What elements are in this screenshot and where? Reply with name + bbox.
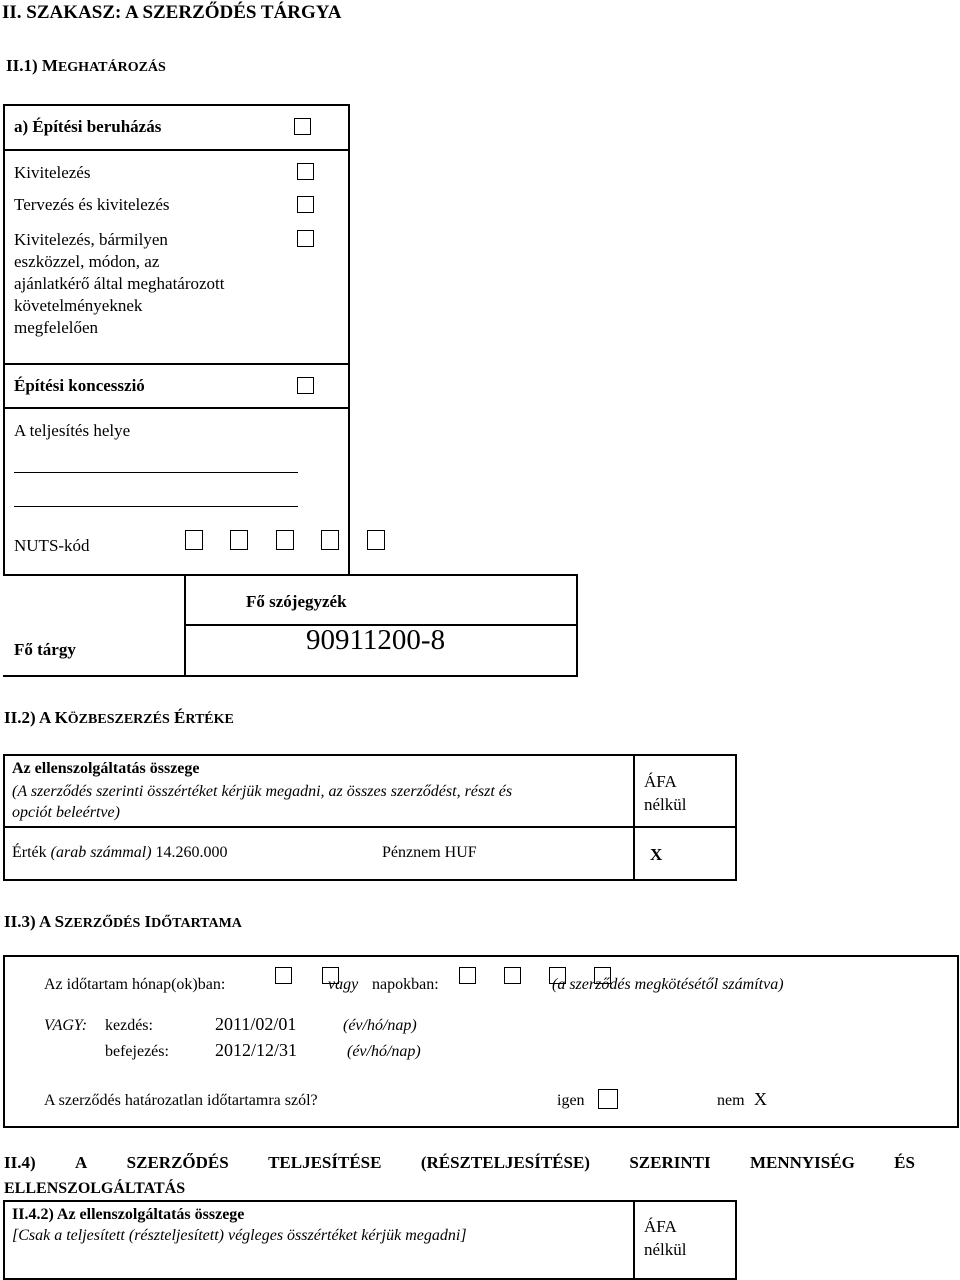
works-checkbox[interactable] — [294, 118, 311, 135]
s3-heading-part: DŐTARTAMA — [151, 916, 242, 931]
start-label: kezdés: — [105, 1017, 153, 1034]
vat-label — [644, 770, 687, 816]
section-title: II. SZAKASZ: A SZERZŐDÉS TÁRGYA — [2, 2, 342, 23]
divider — [3, 363, 350, 365]
note-line: opciót beleértve) — [12, 804, 120, 821]
vocab-header: Fő szójegyzék — [246, 592, 347, 611]
end-date: 2012/12/31 — [215, 1040, 298, 1060]
execution-checkbox[interactable] — [297, 163, 314, 180]
any-means-checkbox[interactable] — [297, 230, 314, 247]
total-note — [12, 781, 512, 823]
concession-label: Építési koncesszió — [14, 376, 145, 395]
main-subject-label: Fő tárgy — [14, 640, 76, 659]
value-row — [12, 844, 228, 862]
s3-heading-part: ZERZŐDÉS — [64, 916, 141, 931]
months-label: Az időtartam hónap(ok)ban: — [44, 976, 226, 993]
vat-line: ÁFA — [644, 772, 677, 791]
s1-heading-rest: EGHATÁROZÁS — [57, 60, 166, 75]
place-line-2[interactable] — [14, 506, 298, 507]
s2-heading-num: II.2) — [4, 708, 36, 727]
s4-word: SZERINTI — [629, 1153, 711, 1172]
works-label: a) Építési beruházás — [14, 117, 162, 136]
final-value-divider — [633, 1200, 635, 1280]
s4-word: A — [75, 1153, 88, 1172]
option-line: ajánlatkérő által meghatározott — [14, 274, 225, 293]
day-box[interactable] — [504, 967, 521, 984]
value-note: (arab számmal) — [50, 844, 152, 861]
currency-row — [382, 844, 477, 862]
s4-word: SZERZŐDÉS — [126, 1153, 229, 1172]
option-any-means — [14, 229, 274, 339]
s1-heading — [6, 56, 166, 76]
no-label: nem — [717, 1092, 745, 1109]
vat-line: nélkül — [644, 795, 687, 814]
days-label: napokban: — [372, 976, 439, 993]
total-label: Az ellenszolgáltatás összege — [12, 760, 200, 777]
value-amount: 14.260.000 — [155, 844, 228, 861]
s2-heading-part: A — [38, 708, 51, 727]
s4-word: MENNYISÉG — [749, 1153, 855, 1172]
vat-mark: X — [650, 845, 663, 864]
s4-word: (RÉSZTELJESÍTÉSE) — [420, 1153, 590, 1172]
yes-label: igen — [557, 1092, 585, 1109]
option-execution: Kivitelezés — [14, 163, 91, 182]
s2-heading-part: K — [54, 708, 68, 727]
s3-heading-num: II.3) — [4, 912, 36, 931]
final-vat-label — [644, 1215, 687, 1261]
end-date-format: (év/hó/nap) — [347, 1043, 421, 1060]
value-divider — [633, 754, 635, 881]
nuts-box[interactable] — [230, 530, 248, 550]
s4-heading-line2: ELLENSZOLGÁLTATÁS — [4, 1180, 186, 1197]
cpv-code: 90911200-8 — [306, 624, 446, 656]
or-caps: VAGY: — [44, 1017, 88, 1034]
currency-label: Pénznem — [382, 844, 441, 861]
no-mark: X — [754, 1089, 767, 1109]
option-line: megfelelően — [14, 318, 99, 337]
s4-word: II.4) — [4, 1153, 36, 1172]
s3-heading-part: S — [54, 912, 65, 931]
nuts-box[interactable] — [321, 530, 339, 550]
final-value-note: [Csak a teljesített (részteljesített) végleges összértéket kérjük megadni] — [12, 1227, 467, 1244]
s1-heading-num: II.1) — [6, 56, 38, 75]
option-line: követelményeknek — [14, 296, 143, 315]
s1-heading-first: M — [41, 56, 58, 75]
note-line: (A szerződés szerinti összértéket kérjük megadni, az összes szerződést, részt és — [12, 783, 513, 800]
s3-heading-part: A — [38, 912, 51, 931]
s2-heading-part: RTÉKE — [185, 712, 234, 727]
vat-line: ÁFA — [644, 1217, 677, 1236]
indefinite-question: A szerződés határozatlan időtartamra szól? — [44, 1092, 318, 1109]
option-design-execution: Tervezés és kivitelezés — [14, 195, 170, 214]
s4-heading-line1 — [4, 1153, 915, 1173]
yes-checkbox[interactable] — [598, 1089, 618, 1109]
divider — [3, 149, 350, 151]
option-line: eszközzel, módon, az — [14, 252, 160, 271]
from-signing: (a szerződés megkötésétől számítva) — [552, 976, 784, 993]
currency-value: HUF — [444, 844, 477, 861]
s3-heading-part: I — [144, 912, 152, 931]
option-line: Kivitelezés, bármilyen — [14, 230, 168, 249]
vat-line: nélkül — [644, 1240, 687, 1259]
final-value-title: II.4.2) Az ellenszolgáltatás összege — [12, 1206, 245, 1223]
day-box[interactable] — [459, 967, 476, 984]
s4-word: TELJESÍTÉSE — [268, 1153, 382, 1172]
place-line-1[interactable] — [14, 472, 298, 473]
or-word: vagy — [328, 976, 359, 993]
value-label: Érték — [12, 844, 47, 861]
s2-heading — [4, 708, 234, 728]
start-date: 2011/02/01 — [215, 1014, 297, 1034]
divider — [3, 407, 350, 409]
design-execution-checkbox[interactable] — [297, 196, 314, 213]
s2-heading-part: É — [173, 708, 186, 727]
s2-heading-part: ÖZBESZERZÉS — [67, 712, 170, 727]
s3-heading — [4, 912, 242, 932]
nuts-label: NUTS-kód — [14, 536, 90, 555]
end-label: befejezés: — [105, 1043, 169, 1060]
month-box[interactable] — [275, 967, 292, 984]
nuts-box[interactable] — [367, 530, 385, 550]
value-divider — [3, 826, 737, 828]
nuts-box[interactable] — [276, 530, 294, 550]
nuts-box[interactable] — [185, 530, 203, 550]
concession-checkbox[interactable] — [297, 377, 314, 394]
start-date-format: (év/hó/nap) — [343, 1017, 417, 1034]
place-label: A teljesítés helye — [14, 421, 131, 440]
s4-word: ÉS — [894, 1153, 915, 1172]
